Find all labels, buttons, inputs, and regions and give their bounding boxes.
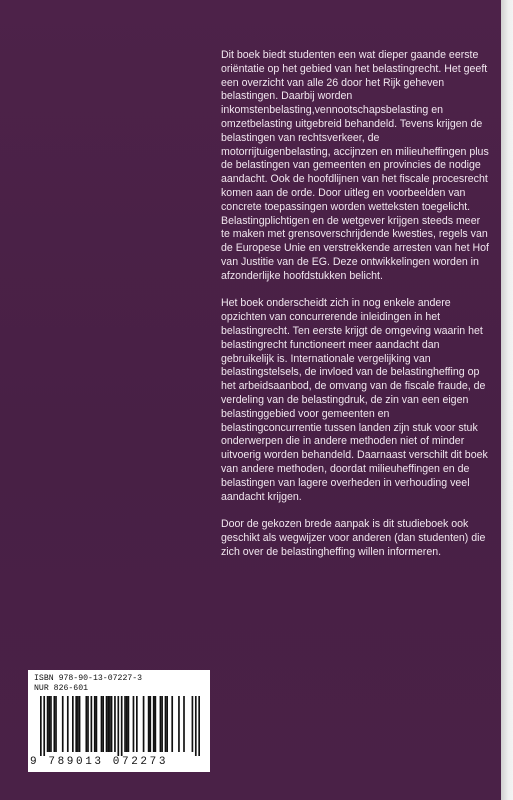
barcode-bar — [195, 696, 197, 756]
barcode-bar — [40, 696, 42, 756]
nur-text: NUR 826-601 — [34, 684, 89, 693]
barcode-bar — [87, 696, 89, 752]
barcode-bar — [148, 696, 150, 752]
barcode-bar — [101, 696, 103, 752]
barcode-bar — [133, 696, 135, 752]
barcode-bar — [161, 696, 163, 752]
barcode-bar — [114, 696, 116, 752]
barcode-bar — [198, 696, 200, 756]
barcode-bar — [124, 696, 126, 752]
barcode-bar — [55, 696, 57, 752]
barcode-bar — [166, 696, 168, 752]
ean-digits: 9 789013 072273 — [30, 756, 169, 768]
blurb-paragraph-2: Het boek onderscheidt zich in nog enkele andere opzichten van concurrerende inleidingen in het belastingrecht. Ten eerste krijgt de omgeving waarin het belastingrecht functioneert meer aandacht dan gebruikelijk is. Internationale vergelijking van belastingstelsels, de invloed van de belastingheffing op het arbeidsaanbod, de omvang van de fiscale fraude, de verdeling van de belastingdruk, de zin van een eigen belastinggebied voor gemeenten en belastingconcurrentie tussen landen zijn stuk voor stuk onderwerpen die in andere methoden niet of minder uitvoerig worden behandeld. Daarnaast verschilt dit boek van andere methoden, doordat milieuheffingen en de belastingen van lagere overheden in verhouding veel aandacht krijgen. — [221, 297, 488, 503]
barcode-bar — [79, 696, 81, 752]
barcode-bar — [111, 696, 113, 752]
barcode-bar — [136, 696, 138, 752]
barcode-bar — [183, 696, 185, 752]
barcode-bar — [47, 696, 49, 752]
isbn-barcode-label — [28, 670, 210, 772]
isbn-text: ISBN 978-90-13-07227-3 — [34, 674, 143, 683]
barcode-bar — [178, 696, 180, 752]
barcode-bar — [77, 696, 79, 752]
blurb-paragraph-1: Dit boek biedt studenten een wat dieper gaande eerste oriëntatie op het gebied van het belastingrecht. Het geeft een overzicht van alle 26 door het Rijk geheven belastingen. Daarbij worden inkomstenbelasting,vennootschapsbelasting en omzetbelasting uitgebreid behandeld. Tevens krijgen de belastingen van rechtsverkeer, de motorrijtuigenbelasting, accijnzen en milieuheffingen plus de belastingen van gemeenten en provincies de nodige aandacht. Ook de hoofdlijnen van het fiscale procesrecht komen aan de orde. Door uitleg en voorbeelden van concrete toepassingen worden wetteksten toegelicht. Belastingplichtigen en de wetgever krijgen steeds meer te maken met grensoverschrijdende kwesties, regels van de Europese Unie en verstrekkende arresten van het Hof van Justitie van de EG. Deze ontwikkelingen worden in afzonderlijke hoofdstukken belicht. — [221, 49, 489, 282]
barcode-bar — [50, 696, 52, 752]
barcode-bar — [155, 696, 157, 752]
barcode-bar — [153, 696, 155, 752]
blurb-paragraph-3: Door de gekozen brede aanpak is dit studieboek ook geschikt als wegwijzer voor anderen (dan studenten) die zich over de belastingheffing willen informeren. — [221, 518, 486, 558]
barcode-bar — [62, 696, 64, 752]
barcode-bar — [53, 696, 55, 752]
barcode-bar — [43, 696, 45, 756]
barcode-bar — [143, 696, 145, 752]
barcode-bar — [91, 696, 93, 752]
barcode-bar — [117, 696, 119, 756]
barcode-bar — [96, 696, 98, 752]
barcode-bar — [160, 696, 162, 752]
page-edge — [501, 0, 513, 800]
barcode-bar — [126, 696, 128, 752]
barcode-bar — [165, 696, 167, 752]
barcode-bar — [107, 696, 109, 752]
barcode-icon — [40, 696, 200, 756]
barcode-bar — [149, 696, 151, 752]
barcode-bar — [48, 696, 50, 752]
barcode-bar — [106, 696, 108, 752]
back-cover-blurb — [221, 49, 489, 573]
barcode-bar — [72, 696, 74, 752]
barcode-bar — [109, 696, 111, 752]
barcode-bar — [121, 696, 123, 756]
barcode-bar — [192, 696, 194, 752]
barcode-bar — [128, 696, 130, 752]
barcode-bar — [85, 696, 87, 752]
barcode-bar — [75, 696, 77, 752]
barcode-bar — [67, 696, 69, 752]
barcode-bar — [94, 696, 96, 752]
barcode-bar — [102, 696, 104, 752]
barcode-bar — [171, 696, 173, 752]
